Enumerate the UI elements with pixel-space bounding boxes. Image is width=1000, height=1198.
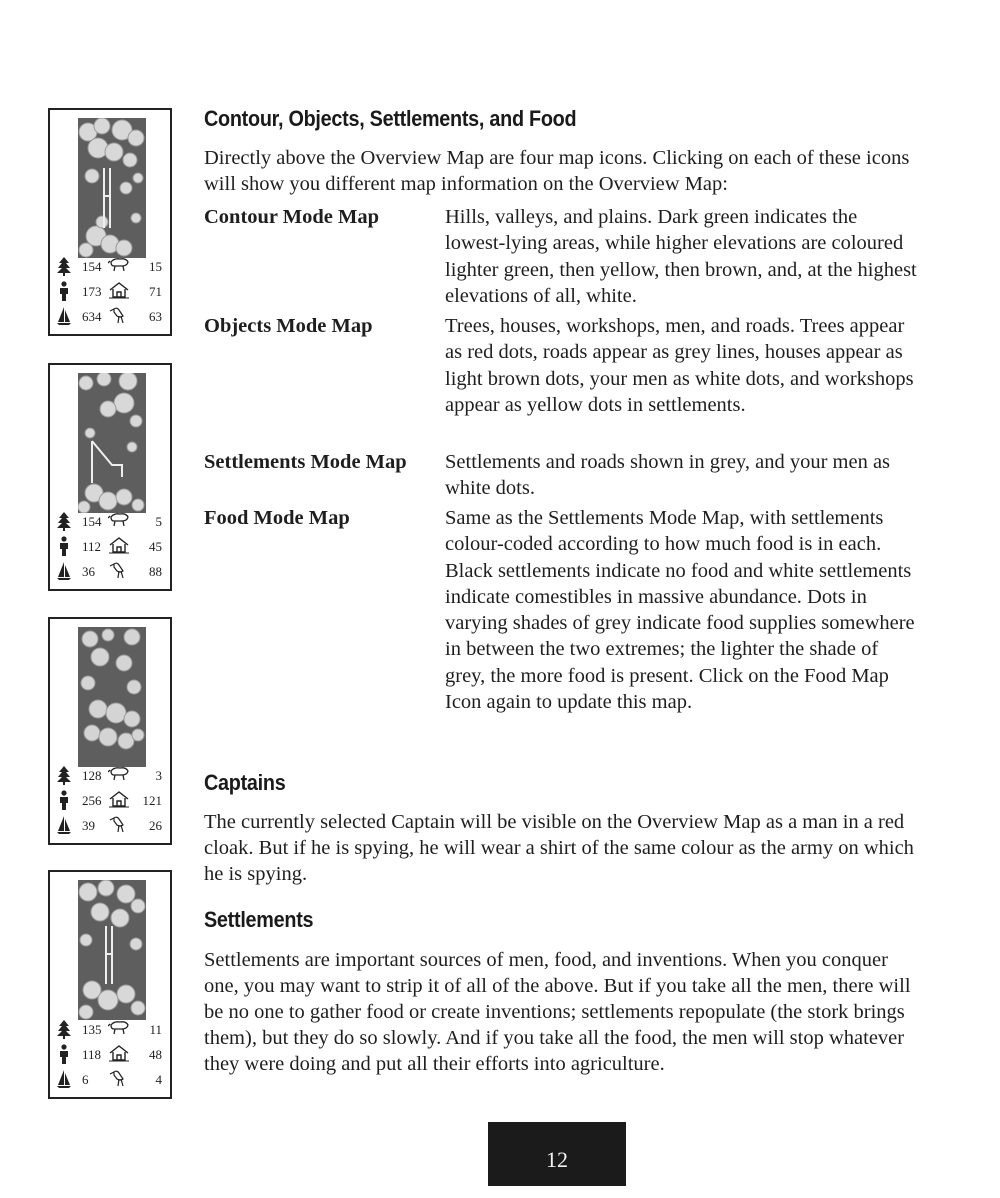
man-icon (56, 1044, 72, 1068)
overview-map-thumbnail (78, 880, 146, 1020)
house-icon (108, 536, 130, 558)
stat-row-men: 173 71 (50, 280, 170, 305)
man-icon (56, 536, 72, 560)
tree-icon (56, 256, 72, 280)
page-number: 12 (488, 1122, 626, 1186)
sheep-icon (108, 511, 130, 533)
boat-icon (56, 561, 72, 585)
stork-icon (108, 815, 130, 837)
section-heading-settlements: Settlements (204, 907, 314, 932)
overview-map-thumbnail (78, 373, 146, 513)
man-icon (56, 281, 72, 305)
panel-stats (50, 1018, 170, 1093)
overview-map-panel-food (48, 870, 172, 1099)
section-heading-captains: Captains (204, 770, 286, 795)
captains-paragraph: The currently selected Captain will be visible on the Overview Map as a man in a red cloak. But if he is spying, he will wear a shirt of the same colour as the army on which he is spying. (204, 811, 914, 885)
stat-row-boats: 634 63 (50, 305, 170, 330)
tree-icon (56, 1019, 72, 1043)
tree-icon (56, 511, 72, 535)
panel-stats (50, 255, 170, 330)
stat-row-boats: 39 26 (50, 814, 170, 839)
house-icon (108, 1044, 130, 1066)
stat-row-boats: 36 88 (50, 560, 170, 585)
stat-row-men: 118 48 (50, 1043, 170, 1068)
boat-icon (56, 1069, 72, 1093)
tree-icon (56, 765, 72, 789)
stork-icon (108, 561, 130, 583)
stat-row-men: 112 45 (50, 535, 170, 560)
stat-row-men: 256 121 (50, 789, 170, 814)
term-contour-mode: Contour Mode Map (204, 206, 380, 228)
desc-objects-mode: Trees, houses, workshops, men, and roads. Trees appear as red dots, roads appear as grey lines, houses appear as light brown dots, your men as white dots, and workshops appear as yellow dots in settlements. (445, 315, 914, 416)
man-icon (56, 790, 72, 814)
sheep-icon (108, 765, 130, 787)
stat-row-boats: 6 4 (50, 1068, 170, 1093)
panel-stats (50, 510, 170, 585)
house-icon (108, 790, 130, 812)
stork-icon (108, 306, 130, 328)
sheep-icon (108, 1019, 130, 1041)
overview-map-panel-contour (48, 108, 172, 336)
boat-icon (56, 815, 72, 839)
settlements-paragraph: Settlements are important sources of men, food, and inventions. When you conquer one, you may want to strip it of all of the above. But if you take all the men, there will be no one to gather food or create inventions; settlements repopulate (the stork brings them), but they do so slowly. And if you take all the food, the men will stop whatever they were doing and put all their efforts into agriculture. (204, 949, 911, 1075)
overview-map-thumbnail (78, 118, 146, 258)
sheep-icon (108, 256, 130, 278)
term-settlements-mode: Settlements Mode Map (204, 451, 407, 473)
stork-icon (108, 1069, 130, 1091)
overview-map-panel-settlements (48, 617, 172, 845)
section-heading-map-modes: Contour, Objects, Settlements, and Food (204, 106, 577, 131)
desc-food-mode: Same as the Settlements Mode Map, with settlements colour-coded according to how much food is in each. Black settlements indicate no food and white settlements indicate comestibles in massive abundance. Dots in varying shades of grey indicate food supplies somewhere in between the two extremes; the lighter the shade of grey, the more food is present. Click on the Food Map Icon again to update this map. (445, 507, 915, 714)
desc-contour-mode: Hills, valleys, and plains. Dark green indicates the lowest-lying areas, while higher elevations are coloured lighter green, then yellow, then brown, and, at the highest elevations of all, white. (445, 206, 917, 307)
stat-row-trees: 128 3 (50, 764, 170, 789)
intro-paragraph: Directly above the Overview Map are four map icons. Clicking on each of these icons will show you different map information on the Overview Map: (204, 147, 910, 195)
term-food-mode: Food Mode Map (204, 507, 350, 529)
term-objects-mode: Objects Mode Map (204, 315, 373, 337)
overview-map-panel-objects (48, 363, 172, 591)
boat-icon (56, 306, 72, 330)
panel-stats (50, 764, 170, 839)
desc-settlements-mode: Settlements and roads shown in grey, and your men as white dots. (445, 451, 891, 500)
stat-row-trees: 154 5 (50, 510, 170, 535)
stat-row-trees: 135 11 (50, 1018, 170, 1043)
stat-row-trees: 154 15 (50, 255, 170, 280)
overview-map-thumbnail (78, 627, 146, 767)
house-icon (108, 281, 130, 303)
